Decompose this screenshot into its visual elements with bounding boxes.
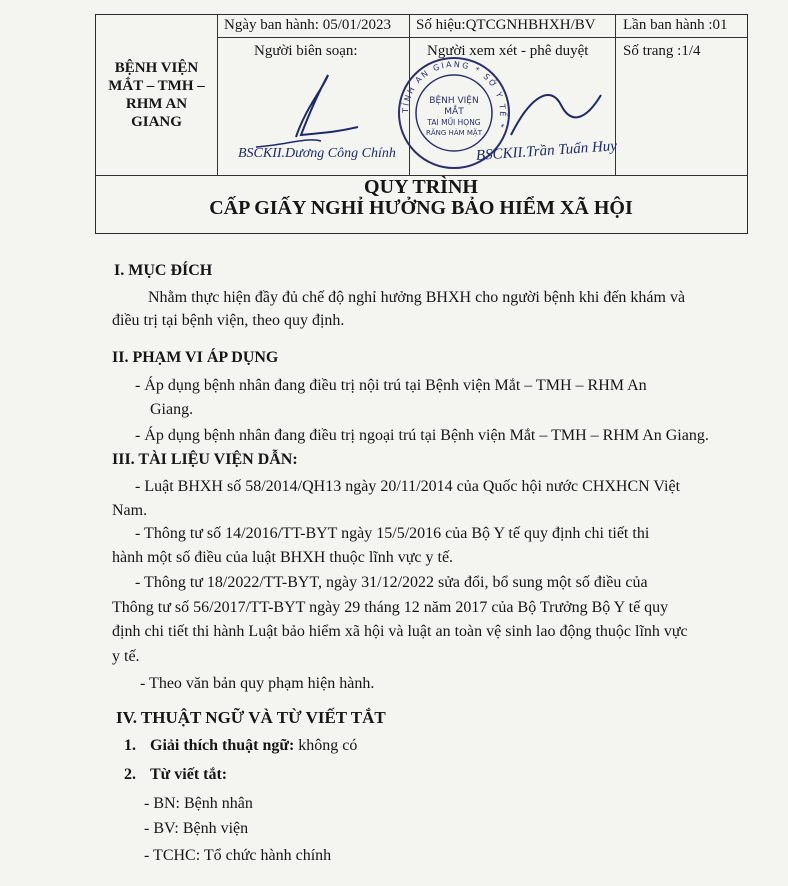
section-3-ref-2-line-2: hành một số điều của luật BHXH thuộc lĩnh vực y tế. [112, 549, 454, 566]
stamp-line-2: MẮT [444, 107, 464, 117]
section-1-heading: I. MỤC ĐÍCH [114, 262, 213, 279]
item-1-number: 1. [124, 737, 136, 754]
abbreviation-bv: - BV: Bệnh viện [144, 820, 249, 837]
issue-date: Ngày ban hành: 05/01/2023 [224, 17, 392, 33]
reviewer-label: Người xem xét - phê duyệt [427, 43, 589, 59]
revision-number: Lần ban hành :01 [623, 17, 728, 33]
author-name: BSCKII.Dương Công Chính [238, 146, 396, 161]
section-4-item-2 [124, 764, 227, 786]
document-code: Số hiệu:QTCGNHBHXH/BV [416, 17, 596, 33]
section-3-ref-1-line-1: - Luật BHXH số 58/2014/QH13 ngày 20/11/2014 của Quốc hội nước CHXHCN Việt [135, 478, 681, 495]
document-title: QUY TRÌNH CẤP GIẤY NGHỈ HƯỞNG BẢO HIỂM XÃ HỘI [209, 176, 633, 219]
item-2-number: 2. [124, 766, 136, 783]
item-2-label: Từ viết tắt: [150, 766, 228, 783]
page-count: Số trang :1/4 [623, 43, 701, 59]
reviewer-name: BSCKII.Trần Tuấn Huy [475, 138, 618, 164]
section-3-heading: III. TÀI LIỆU VIỆN DẪN: [112, 451, 298, 468]
stamp-line-3: TAI MŨI HỌNG [427, 118, 481, 127]
author-signature [246, 67, 386, 153]
section-3-ref-1-line-2: Nam. [112, 502, 148, 519]
item-1-label: Giải thích thuật ngữ: [150, 737, 295, 754]
section-4-item-1 [124, 735, 357, 757]
header-table [95, 14, 748, 234]
section-4-heading: IV. THUẬT NGỮ VÀ TỪ VIẾT TẮT [116, 708, 386, 727]
abbreviation-tchc: - TCHC: Tổ chức hành chính [144, 847, 332, 864]
section-3-ref-3-line-4: y tế. [112, 648, 140, 665]
section-3-ref-3-line-3: định chi tiết thi hành Luật bảo hiểm xã hội và luật an toàn vệ sinh lao động thuộc lĩnh vực [112, 623, 688, 640]
section-3-ref-3-line-2: Thông tư số 56/2017/TT-BYT ngày 29 tháng 12 năm 2017 của Bộ Trưởng Bộ Y tế quy [112, 599, 669, 616]
section-3-ref-2-line-1: - Thông tư số 14/2016/TT-BYT ngày 15/5/2016 của Bộ Y tế quy định chi tiết thi [135, 525, 650, 542]
section-1-line-1: Nhằm thực hiện đầy đủ chế độ nghỉ hưởng BHXH cho người bệnh khi đến khám và [148, 289, 686, 306]
section-3-ref-3-line-1: - Thông tư 18/2022/TT-BYT, ngày 31/12/2022 sửa đổi, bổ sung một số điều của [135, 574, 648, 591]
author-label: Người biên soạn: [254, 43, 358, 59]
section-2-item-1-line-1: - Áp dụng bệnh nhân đang điều trị nội trú tại Bệnh viện Mắt – TMH – RHM An [135, 377, 647, 394]
stamp-line-4: RĂNG HÀM MẶT [426, 129, 482, 137]
item-1-value: không có [294, 737, 358, 754]
section-1-line-2: điều trị tại bệnh viện, theo quy định. [112, 312, 345, 329]
stamp-ring-text: TỈNH AN GIANG * SỞ Y TẾ * [400, 59, 508, 131]
section-2-heading: II. PHẠM VI ÁP DỤNG [112, 349, 279, 366]
hospital-name: BỆNH VIỆN MẮT – TMH – RHM AN GIANG [108, 60, 205, 130]
section-2-item-2: - Áp dụng bệnh nhân đang điều trị ngoại trú tại Bệnh viện Mắt – TMH – RHM An Giang. [135, 427, 709, 444]
section-2-item-1-line-2: Giang. [150, 401, 194, 418]
stamp-line-1: BỆNH VIỆN [429, 96, 479, 106]
section-3-ref-4: - Theo văn bản quy phạm hiện hành. [140, 675, 375, 692]
abbreviation-bn: - BN: Bệnh nhân [144, 795, 253, 812]
